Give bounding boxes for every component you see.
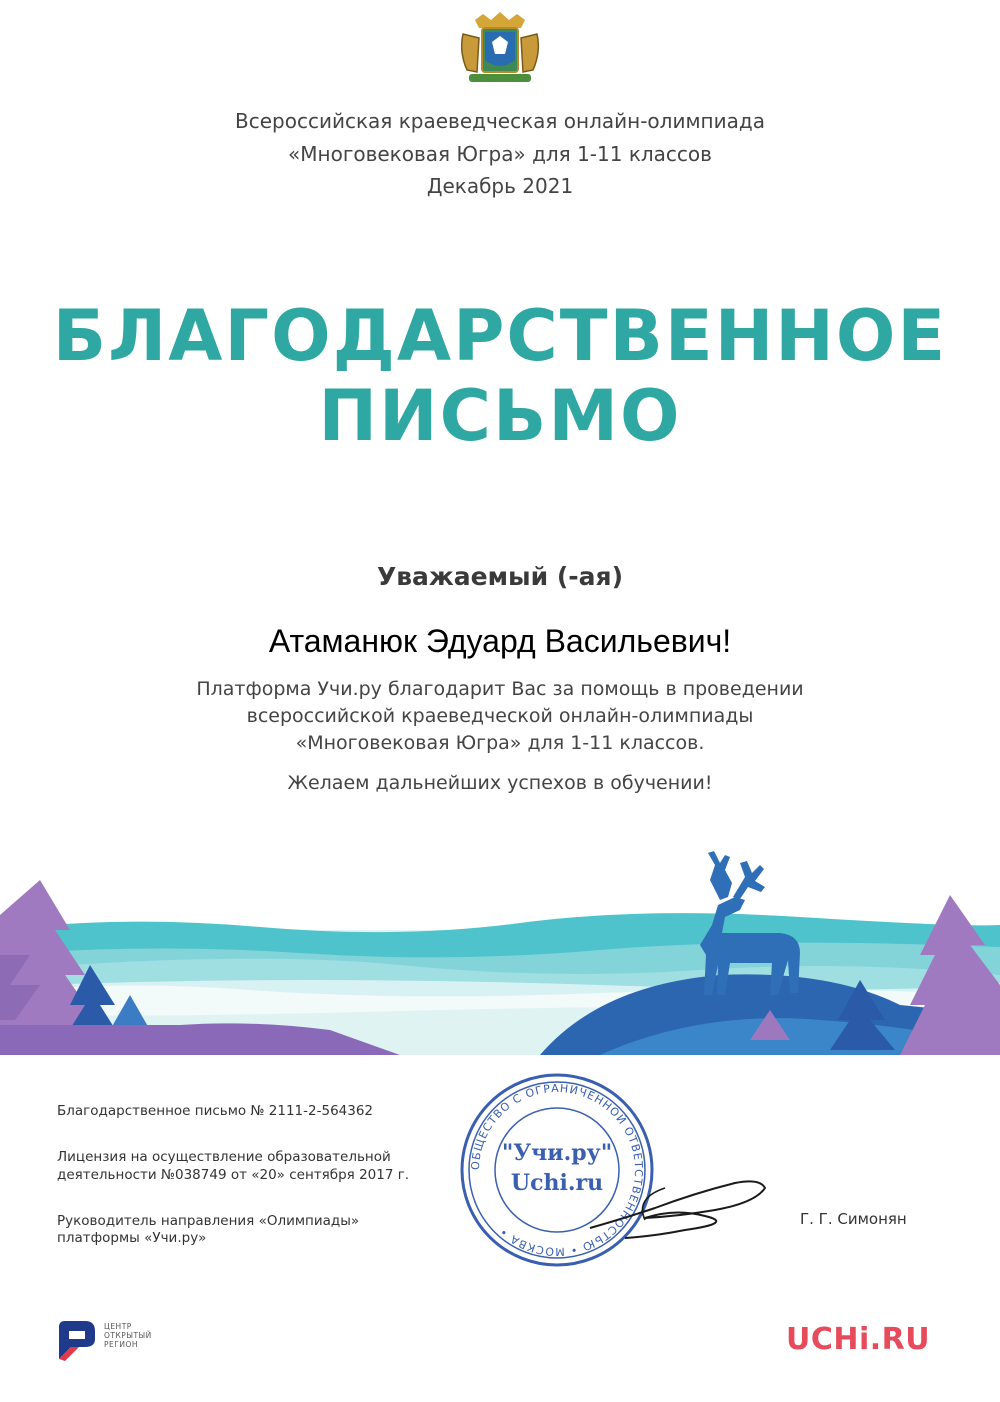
signer-position-line1: Руководитель направления «Олимпиады» <box>57 1213 360 1229</box>
signer-name: Г. Г. Симонян <box>800 1210 907 1228</box>
region-logo-text-line2: ОТКРЫТЫЙ <box>104 1331 152 1340</box>
coat-of-arms-icon <box>455 12 545 86</box>
landscape-illustration <box>0 835 1000 1055</box>
body-text-line1: Платформа Учи.ру благодарит Вас за помощь в проведении <box>196 678 804 700</box>
license-line2: деятельности №038749 от «20» сентября 2017 г. <box>57 1167 410 1183</box>
signature <box>585 1158 775 1248</box>
region-logo-text-line1: ЦЕНТР <box>104 1322 132 1331</box>
document-title-line2: ПИСЬМО <box>318 375 682 457</box>
recipient-name: Атаманюк Эдуард Васильевич! <box>268 623 732 659</box>
stamp-ring-text: ОБЩЕСТВО С ОГРАНИЧЕННОЙ ОТВЕТСТВЕННОСТЬЮ • МОСКВА • <box>468 1081 646 1259</box>
olympiad-date: Декабрь 2021 <box>426 174 574 198</box>
stamp-text-line2: Uchi.ru <box>510 1170 604 1196</box>
uchi-ru-logo: UCHi.RU <box>786 1322 931 1357</box>
wish-text: Желаем дальнейших успехов в обучении! <box>287 772 713 794</box>
salutation: Уважаемый (-ая) <box>376 562 624 591</box>
license-line1: Лицензия на осуществление образовательной <box>57 1149 391 1165</box>
body-text-line2: всероссийской краеведческой онлайн-олимпиады <box>246 705 754 727</box>
open-region-logo-icon <box>55 1317 100 1362</box>
document-title-line1: БЛАГОДАРСТВЕННОЕ <box>52 295 948 377</box>
olympiad-name-line: Всероссийская краеведческая онлайн-олимпиада <box>235 109 765 133</box>
stamp-text-line1: "Учи.ру" <box>501 1140 613 1166</box>
letter-number: Благодарственное письмо № 2111-2-564362 <box>57 1103 374 1119</box>
body-text-line3: «Многовековая Югра» для 1-11 классов. <box>295 732 705 754</box>
region-logo-text-line3: РЕГИОН <box>104 1340 138 1349</box>
olympiad-subtitle-line: «Многовековая Югра» для 1-11 классов <box>288 142 712 166</box>
signer-position-line2: платформы «Учи.ру» <box>57 1230 207 1246</box>
